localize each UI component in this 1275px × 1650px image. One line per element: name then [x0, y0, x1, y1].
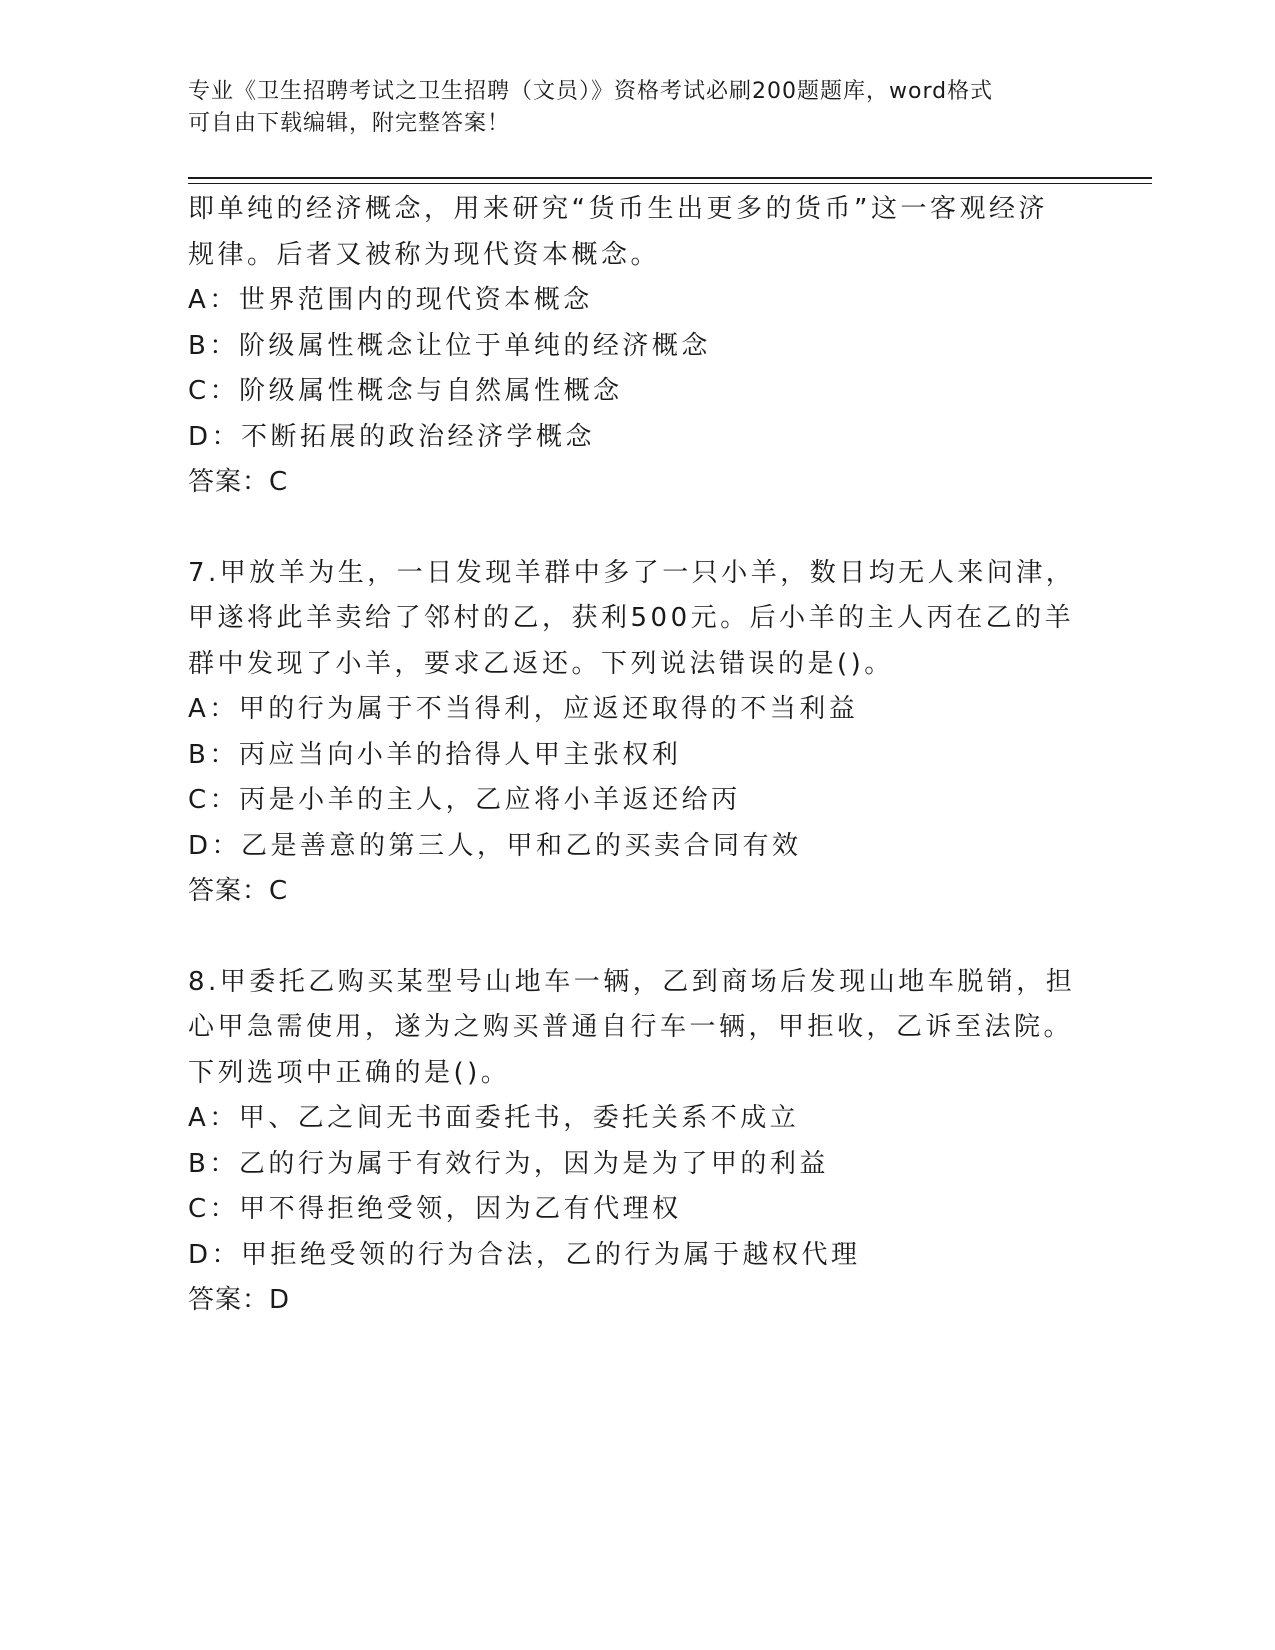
spacer — [188, 915, 1068, 960]
header-line-1: 专业《卫生招聘考试之卫生招聘（文员）》资格考试必刷200题题库，word格式 — [188, 79, 994, 104]
option-b: B：丙应当向小羊的拾得人甲主张权利 — [188, 739, 682, 770]
option-d: D：甲拒绝受领的行为合法，乙的行为属于越权代理 — [188, 1239, 861, 1270]
question-text-line: 7.甲放羊为生，一日发现羊群中多了一只小羊，数日均无人来问津， — [188, 557, 1076, 588]
question-text-line: 甲遂将此羊卖给了邻村的乙，获利500元。后小羊的主人丙在乙的羊 — [188, 603, 1075, 633]
option-b: B：阶级属性概念让位于单纯的经济概念 — [188, 330, 711, 361]
question-text-line: 8.甲委托乙购买某型号山地车一辆，乙到商场后发现山地车脱销，担 — [188, 966, 1076, 997]
header-divider-thin — [188, 183, 1152, 184]
spacer — [188, 506, 1068, 551]
question-text-line: 心甲急需使用，遂为之购买普通自行车一辆，甲拒收，乙诉至法院。 — [188, 1012, 1074, 1042]
question-text-line: 群中发现了小羊，要求乙返还。下列说法错误的是()。 — [188, 648, 894, 679]
question-text-line: 下列选项中正确的是()。 — [188, 1057, 511, 1088]
answer-label: 答案：C — [188, 467, 289, 497]
answer-label: 答案：C — [188, 876, 289, 906]
option-a: A：甲的行为属于不当得利，应返还取得的不当利益 — [188, 694, 859, 724]
question-7 — [188, 551, 1076, 915]
header-line-2: 可自由下载编辑，附完整答案！ — [188, 111, 511, 136]
option-c: C：丙是小羊的主人，乙应将小羊返还给丙 — [188, 785, 741, 815]
option-d: D：不断拓展的政治经济学概念 — [188, 421, 596, 452]
option-c: C：阶级属性概念与自然属性概念 — [188, 376, 623, 406]
option-c: C：甲不得拒绝受领，因为乙有代理权 — [188, 1194, 682, 1224]
header-divider-thick — [188, 177, 1152, 179]
option-a: A：世界范围内的现代资本概念 — [188, 285, 593, 315]
option-a: A：甲、乙之间无书面委托书，委托关系不成立 — [188, 1103, 800, 1133]
option-d: D：乙是善意的第三人，甲和乙的买卖合同有效 — [188, 830, 802, 861]
question-content — [188, 187, 1076, 1324]
question-8 — [188, 960, 1076, 1324]
page-header — [188, 76, 1068, 140]
question-text-line: 即单纯的经济概念，用来研究“货币生出更多的货币”这一客观经济 — [188, 194, 1048, 224]
question-text-line: 规律。后者又被称为现代资本概念。 — [188, 239, 661, 270]
question-continuation — [188, 187, 1068, 506]
answer-label: 答案：D — [188, 1285, 291, 1315]
option-b: B：乙的行为属于有效行为，因为是为了甲的利益 — [188, 1148, 829, 1179]
